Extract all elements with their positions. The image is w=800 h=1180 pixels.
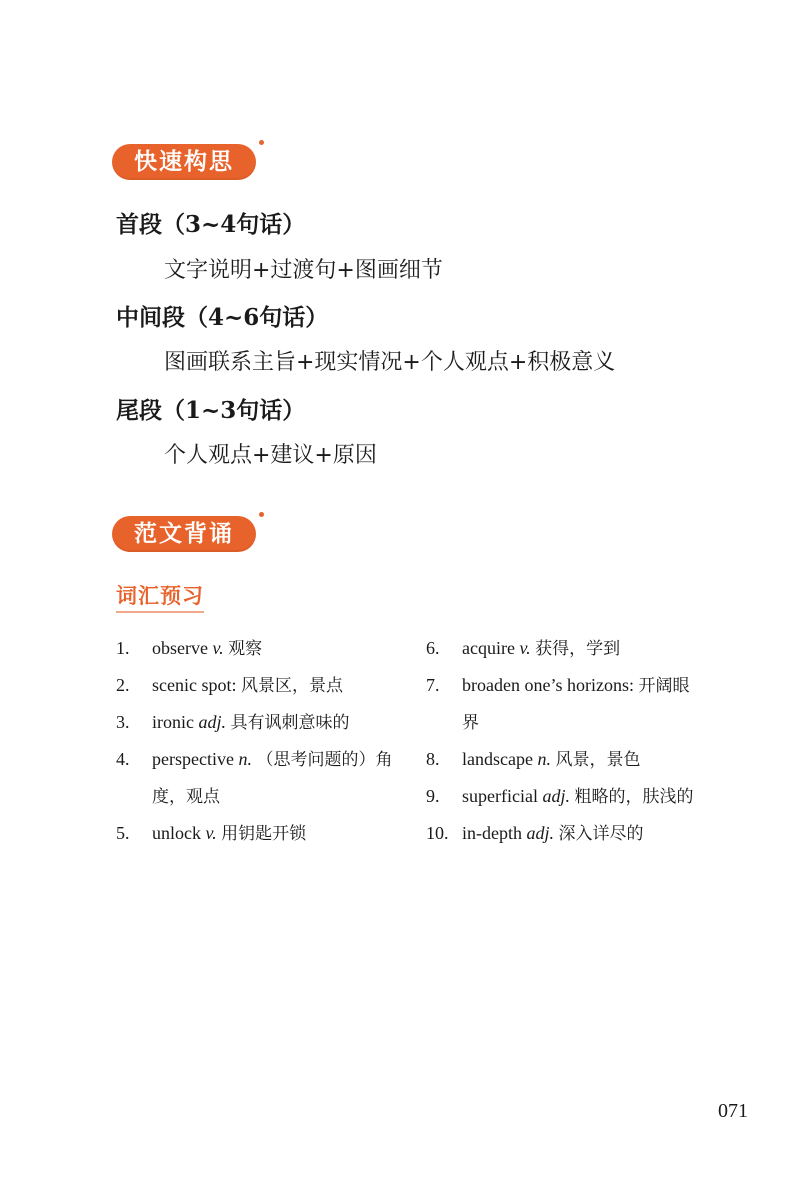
vocab-word: acquire	[462, 638, 515, 658]
vocab-meaning: 风景，景色	[555, 750, 641, 770]
vocab-number: 2.	[116, 675, 130, 695]
vocab-meaning: 具有讽刺意味的	[230, 713, 350, 733]
vocab-item	[426, 630, 696, 667]
section-badge-quick-plan	[112, 144, 256, 180]
vocab-meaning: 获得，学到	[535, 639, 621, 659]
vocab-number: 10.	[426, 823, 449, 843]
vocab-part-of-speech: v.	[519, 638, 531, 658]
vocab-item	[116, 667, 426, 704]
vocab-meaning: 粗略的，肤浅的	[574, 787, 694, 807]
vocab-part-of-speech: adj.	[542, 786, 570, 806]
vocab-meaning: 风景区，景点	[240, 676, 343, 696]
vocab-part-of-speech: v.	[212, 638, 224, 658]
vocab-number: 5.	[116, 823, 130, 843]
vocab-entry	[462, 630, 696, 667]
page-number: 071	[718, 1100, 748, 1122]
vocab-item	[426, 741, 696, 778]
vocab-list	[116, 630, 696, 852]
badge-label: 快速构思	[134, 148, 234, 175]
vocab-part-of-speech: n.	[238, 749, 252, 769]
vocab-meaning: 深入详尽的	[558, 824, 644, 844]
vocab-item	[426, 667, 696, 741]
vocab-item	[426, 815, 696, 852]
vocab-number: 8.	[426, 749, 440, 769]
vocab-word: superficial	[462, 786, 538, 806]
vocab-number: 3.	[116, 712, 130, 732]
vocab-number: 7.	[426, 675, 440, 695]
vocab-meaning: （思考问题的）角度，观点	[152, 750, 393, 807]
vocab-word: ironic	[152, 712, 194, 732]
vocab-word: landscape	[462, 749, 533, 769]
vocab-number: 6.	[426, 638, 440, 658]
vocab-meaning: 观察	[228, 639, 263, 659]
vocab-meaning: 开阔眼界	[462, 676, 690, 733]
vocab-part-of-speech: v.	[205, 823, 217, 843]
vocab-number: 1.	[116, 638, 130, 658]
section-badge-model-essay	[112, 516, 256, 552]
vocab-entry	[152, 667, 426, 704]
vocab-word: perspective	[152, 749, 234, 769]
vocab-word: unlock	[152, 823, 201, 843]
vocab-subheading: 词汇预习	[116, 580, 204, 610]
vocab-item	[116, 815, 426, 852]
paragraph-outline-last: 个人观点+建议+原因	[164, 443, 377, 468]
vocab-word: observe	[152, 638, 208, 658]
vocab-entry	[152, 704, 426, 741]
vocab-meaning: 用钥匙开锁	[221, 824, 307, 844]
vocab-item	[116, 704, 426, 741]
vocab-entry	[152, 741, 426, 815]
vocab-column-left	[116, 630, 426, 852]
badge-dot	[259, 140, 264, 145]
paragraph-outline-first: 文字说明+过渡句+图画细节	[164, 258, 443, 283]
paragraph-heading-middle: 中间段（4~6句话）	[116, 304, 329, 331]
vocab-part-of-speech: adj.	[526, 823, 555, 843]
paragraph-heading-first: 首段（3~4句话）	[116, 211, 306, 238]
vocab-entry	[462, 667, 696, 741]
vocab-word: scenic spot:	[152, 675, 237, 695]
vocab-word: broaden one’s horizons:	[462, 675, 634, 695]
vocab-part-of-speech: adj.	[198, 712, 227, 732]
vocab-entry	[462, 815, 696, 852]
paragraph-outline-middle: 图画联系主旨+现实情况+个人观点+积极意义	[164, 350, 616, 375]
vocab-number: 9.	[426, 786, 440, 806]
vocab-item	[426, 778, 696, 815]
vocab-entry	[152, 630, 426, 667]
vocab-entry	[152, 815, 426, 852]
vocab-item	[116, 741, 426, 815]
paragraph-heading-last: 尾段（1~3句话）	[116, 397, 306, 424]
vocab-part-of-speech: n.	[537, 749, 551, 769]
vocab-number: 4.	[116, 749, 130, 769]
vocab-item	[116, 630, 426, 667]
vocab-entry	[462, 741, 696, 778]
vocab-column-right	[426, 630, 696, 852]
badge-label: 范文背诵	[134, 520, 234, 547]
vocab-entry	[462, 778, 696, 815]
badge-dot	[259, 512, 264, 517]
vocab-word: in-depth	[462, 823, 522, 843]
